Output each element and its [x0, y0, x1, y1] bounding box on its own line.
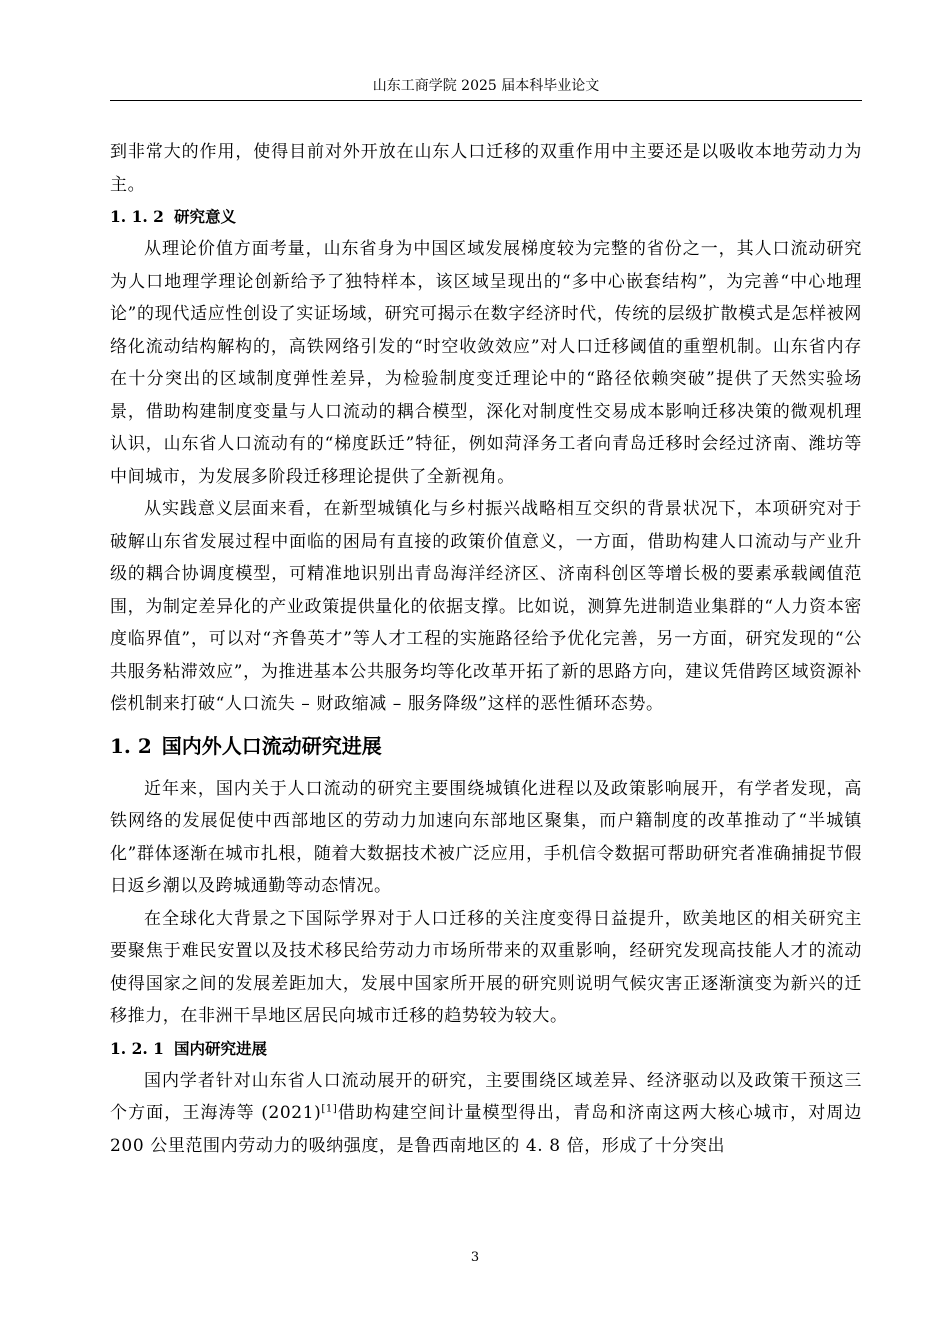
paragraph-domestic-overview: 近年来，国内关于人口流动的研究主要围绕城镇化进程以及政策影响展开，有学者发现，高铁网络的发展促使中西部地区的劳动力加速向东部地区聚集，而户籍制度的改革推动了“半城镇化”群体逐渐在城市扎根，随着大数据技术被广泛应用，手机信令数据可帮助研究者准确捕捉节假日返乡潮以及跨城通勤等动态情况。	[110, 778, 862, 896]
section-heading-1-1-2	[110, 201, 862, 233]
section-number: 1. 1. 2	[110, 207, 164, 226]
section-number: 1. 2. 1	[110, 1038, 164, 1058]
paragraph-continuation: 到非常大的作用，使得目前对外开放在山东人口迁移的双重作用中主要还是以吸收本地劳动力为主。	[110, 142, 862, 195]
paragraph-domestic-research	[110, 1065, 862, 1163]
paragraph-international-overview: 在全球化大背景之下国际学界对于人口迁移的关注度变得日益提升，欧美地区的相关研究主要聚焦于难民安置以及技术移民给劳动力市场所带来的双重影响，经研究发现高技能人才的流动使得国家之间的发展差距加大，发展中国家所开展的研究则说明气候灾害正逐渐演变为新兴的迁移推力，在非洲干旱地区居民向城市迁移的趋势较为较大。	[110, 908, 862, 1026]
section-heading-1-2-1	[110, 1033, 862, 1065]
section-title: 国内研究进展	[173, 1038, 267, 1058]
section-number: 1. 2	[110, 733, 152, 758]
citation-reference: [1]	[321, 1103, 338, 1115]
running-header: 山东工商学院 2025 届本科毕业论文	[372, 78, 600, 94]
section-title: 研究意义	[173, 207, 236, 226]
paragraph-text-start: 国内学者针对山东省人口流动展开的研究，主要围绕区域差异、经济驱动以及政策干预这三个方面，王海涛等 (2021)	[110, 1070, 862, 1123]
page-number: 3	[470, 1250, 480, 1265]
page-body	[110, 136, 862, 1162]
paragraph-text-end: 借助构建空间计量模型得出，青岛和济南这两大核心城市，对周边 200 公里范围内劳动力的吸纳强度，是鲁西南地区的 4. 8 倍，形成了十分突出	[110, 1103, 862, 1156]
header-divider	[110, 100, 862, 101]
section-heading-1-2	[110, 731, 862, 761]
section-title: 国内外人口流动研究进展	[161, 733, 382, 758]
paragraph-practical-value: 从实践意义层面来看，在新型城镇化与乡村振兴战略相互交织的背景状况下，本项研究对于破解山东省发展过程中面临的困局有直接的政策价值意义，一方面，借助构建人口流动与产业升级的耦合协调度模型，可精准地识别出青岛海洋经济区、济南科创区等增长极的要素承载阈值范围，为制定差异化的产业政策提供量化的依据支撑。比如说，测算先进制造业集群的“人力资本密度临界值”，可以对“齐鲁英才”等人才工程的实施路径给予优化完善，另一方面，研究发现的“公共服务粘滞效应”，为推进基本公共服务均等化改革开拓了新的思路方向，建议凭借跨区域资源补偿机制来打破“人口流失 – 财政缩减 – 服务降级”这样的恶性循环态势。	[110, 499, 862, 714]
paragraph-theoretical-value: 从理论价值方面考量，山东省身为中国区域发展梯度较为完整的省份之一，其人口流动研究为人口地理学理论创新给予了独特样本，该区域呈现出的“多中心嵌套结构”，为完善“中心地理论”的现代适应性创设了实证场域，研究可揭示在数字经济时代，传统的层级扩散模式是怎样被网络化流动结构解构的，高铁网络引发的“时空收敛效应”对人口迁移阈值的重塑机制。山东省内存在十分突出的区域制度弹性差异，为检验制度变迁理论中的“路径依赖突破”提供了天然实验场景，借助构建制度变量与人口流动的耦合模型，深化对制度性交易成本影响迁移决策的微观机理认识，山东省人口流动有的“梯度跃迁”特征，例如菏泽务工者向青岛迁移时会经过济南、潍坊等中间城市，为发展多阶段迁移理论提供了全新视角。	[110, 239, 862, 487]
